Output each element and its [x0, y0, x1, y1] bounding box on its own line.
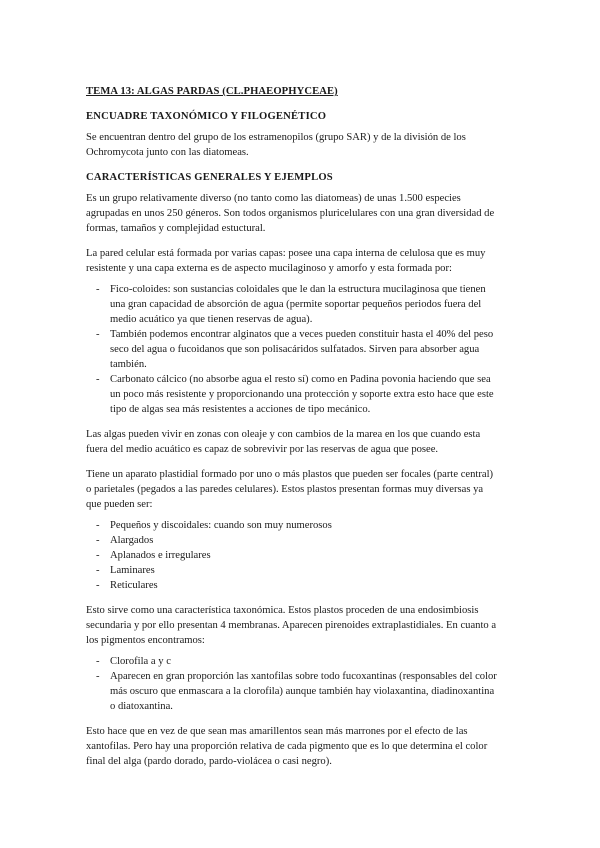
plastid-forms-list [86, 518, 498, 593]
list-item: - Laminares [110, 563, 498, 578]
color-paragraph: Esto hace que en vez de que sean mas amarillentos sean más marrones por el efecto de las xantofilas. Pero hay una proporción relativa de cada pigmento que es lo que determina el color final del alga (pardo dorado, pardo-violácea o casi negro). [86, 726, 488, 767]
diversity-paragraph: Es un grupo relativamente diverso (no tanto como las diatomeas) de unas 1.500 especies agrupadas en unos 250 géneros. Son todos organismos pluricelulares con una gran diversidad de formas, tamaños y complejidad estuctural. [86, 193, 495, 234]
list-item: - Fico-coloides: son sustancias coloidales que le dan la estructura mucilaginosa que tienen una gran capacidad de absorción de agua (permite soportar pequeños periodos fuera del medio acuático ya que tienen reservas de agua). [110, 282, 498, 327]
list-item: - Aparecen en gran proporción las xantofilas sobre todo fucoxantinas (responsables del color más oscuro que enmascara a la clorofila) aunque también hay violaxantina, diadinoxantina o diatoxantina. [110, 669, 498, 714]
list-item: - Pequeños y discoidales: cuando son muy numerosos [110, 518, 498, 533]
taxonomic-trait-paragraph: Esto sirve como una característica taxonómica. Estos plastos proceden de una endosimbiosis secundaria y por ello presentan 4 membranas. Aparecen pirenoides extraplastidiales. En cuanto a los pigmentos encontramos: [86, 605, 497, 646]
plastid-paragraph: Tiene un aparato plastidial formado por uno o más plastos que pueden ser focales (parte central) o parietales (pegados a las paredes celulares). Estos plastos presentan formas muy diversas ya que pueden ser: [86, 469, 494, 510]
document-title: TEMA 13: ALGAS PARDAS (CL.PHAEOPHYCEAE) [86, 86, 338, 97]
taxonomy-heading: ENCUADRE TAXONÓMICO Y FILOGENÉTICO [86, 111, 327, 122]
taxonomy-paragraph: Se encuentran dentro del grupo de los estramenopilos (grupo SAR) y de la división de los Ochromycota junto con las diatomeas. [86, 132, 466, 158]
list-item: - Aplanados e irregulares [110, 548, 498, 563]
list-item: - Reticulares [110, 578, 498, 593]
list-item: - Alargados [110, 533, 498, 548]
habitat-paragraph: Las algas pueden vivir en zonas con oleaje y con cambios de la marea en los que cuando esta fuera del medio acuático es capaz de sobrevivir por las reservas de agua que posee. [86, 429, 481, 455]
list-item: - Clorofila a y c [110, 654, 498, 669]
cell-wall-list [86, 282, 498, 417]
list-item: - También podemos encontrar alginatos que a veces pueden constituir hasta el 40% del peso seco del agua o fucoidanos que son polisacáridos sulfatados. Sirven para absorber agua también. [110, 327, 498, 372]
list-item: - Carbonato cálcico (no absorbe agua el resto sí) como en Padina povonia haciendo que sea un poco más resistente y proporcionando una protección y soporte extra esto hace que este tipo de algas sea más resistentes a acciones de tipo mecánico. [110, 372, 498, 417]
cell-wall-paragraph: La pared celular está formada por varias capas: posee una capa interna de celulosa que es muy resistente y una capa externa es de aspecto mucilaginoso y amorfo y esta formada por: [86, 248, 486, 274]
pigments-list [86, 654, 498, 714]
general-heading: CARACTERÍSTICAS GENERALES Y EJEMPLOS [86, 172, 333, 183]
document-page [86, 84, 498, 779]
